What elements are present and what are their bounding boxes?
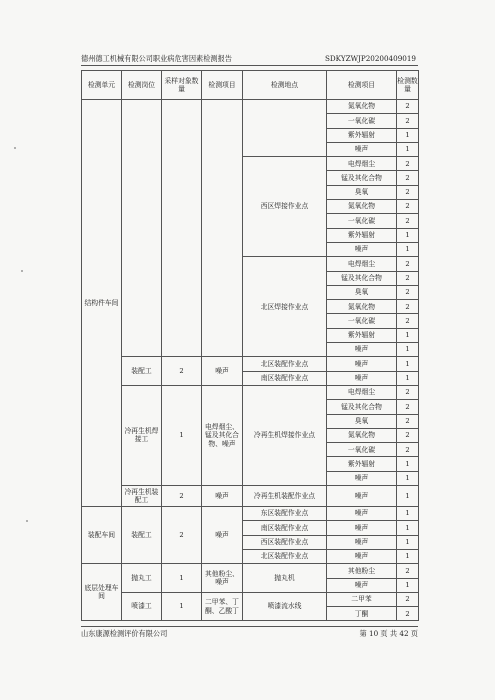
detail-item: 噪声 <box>327 371 397 385</box>
detail-qty: 1 <box>397 357 419 371</box>
detail-qty: 2 <box>397 114 419 128</box>
detail-qty: 2 <box>397 214 419 228</box>
unit-cell: 底层处理车间 <box>82 564 122 621</box>
detail-item: 噪声 <box>327 343 397 357</box>
table-row <box>82 592 419 606</box>
detail-item: 噪声 <box>327 521 397 535</box>
detail-qty: 1 <box>397 128 419 142</box>
detail-qty: 2 <box>397 314 419 328</box>
detail-qty: 1 <box>397 535 419 549</box>
item-cell: 电焊烟尘、锰及其化合物、噪声 <box>202 385 243 485</box>
detail-item: 氮氧化物 <box>327 300 397 314</box>
post-cell-continued <box>122 100 162 357</box>
detail-item: 一氧化碳 <box>327 314 397 328</box>
item-cell: 二甲苯、丁酮、乙酸丁 <box>202 592 243 621</box>
col-header: 检测数量 <box>397 71 419 100</box>
detail-qty: 1 <box>397 521 419 535</box>
detail-qty: 2 <box>397 171 419 185</box>
location-cell: 南区装配作业点 <box>243 521 327 535</box>
detail-qty: 2 <box>397 564 419 578</box>
location-cell: 喷漆流水线 <box>243 592 327 621</box>
detail-item: 一氧化碳 <box>327 214 397 228</box>
page-number: 第 10 页 共 42 页 <box>359 629 418 638</box>
item-cell-continued <box>202 100 243 357</box>
detail-item: 其他粉尘 <box>327 564 397 578</box>
table-row <box>82 564 419 578</box>
detail-item: 噪声 <box>327 507 397 521</box>
location-cell: 北区焊接作业点 <box>243 257 327 357</box>
detail-qty: 2 <box>397 428 419 442</box>
header-report-code: SDKYZWJP20200409019 <box>324 54 416 63</box>
page-header <box>81 54 416 64</box>
location-cell: 南区装配作业点 <box>243 371 327 385</box>
detail-item: 紫外辐射 <box>327 128 397 142</box>
col-header: 采样对象数量 <box>162 71 202 100</box>
detail-qty: 1 <box>397 328 419 342</box>
location-cell: 西区焊接作业点 <box>243 157 327 257</box>
detail-qty: 1 <box>397 471 419 485</box>
detail-qty: 2 <box>397 385 419 399</box>
detail-item: 锰及其化合物 <box>327 400 397 414</box>
detail-qty: 2 <box>397 414 419 428</box>
scan-speck <box>14 147 16 149</box>
col-header: 检测岗位 <box>122 71 162 100</box>
location-cell: 冷再生机装配作业点 <box>243 486 327 507</box>
location-cell: 北区装配作业点 <box>243 549 327 563</box>
detail-item: 紫外辐射 <box>327 328 397 342</box>
detail-item: 紫外辐射 <box>327 457 397 471</box>
detail-qty: 1 <box>397 142 419 156</box>
detail-item: 二甲苯 <box>327 592 397 606</box>
detail-item: 噪声 <box>327 242 397 256</box>
detail-item: 电焊烟尘 <box>327 257 397 271</box>
detail-item: 电焊烟尘 <box>327 385 397 399</box>
count-cell: 1 <box>162 564 202 593</box>
item-cell: 噪声 <box>202 486 243 507</box>
scan-speck <box>21 270 23 272</box>
detail-item: 锰及其化合物 <box>327 171 397 185</box>
detail-qty: 1 <box>397 507 419 521</box>
detail-item: 氮氧化物 <box>327 428 397 442</box>
detail-item: 紫外辐射 <box>327 228 397 242</box>
post-cell: 冷再生机焊接工 <box>122 385 162 485</box>
count-cell: 2 <box>162 486 202 507</box>
detail-item: 噪声 <box>327 486 397 507</box>
detail-qty: 2 <box>397 271 419 285</box>
location-cell: 东区装配作业点 <box>243 507 327 521</box>
col-header: 检测项目 <box>327 71 397 100</box>
location-cell: 北区装配作业点 <box>243 357 327 371</box>
detail-item: 臭氧 <box>327 414 397 428</box>
detail-qty: 2 <box>397 400 419 414</box>
detail-qty: 1 <box>397 228 419 242</box>
location-cell: 抛丸机 <box>243 564 327 593</box>
count-cell: 1 <box>162 385 202 485</box>
footer-company: 山东康源检测评价有限公司 <box>81 629 168 638</box>
table-row <box>82 486 419 507</box>
location-cell-continued <box>243 100 327 157</box>
table-row <box>82 357 419 371</box>
detail-item: 噪声 <box>327 142 397 156</box>
detail-qty: 2 <box>397 300 419 314</box>
detail-item: 锰及其化合物 <box>327 271 397 285</box>
detail-item: 丁酮 <box>327 607 397 621</box>
post-cell: 喷漆工 <box>122 592 162 621</box>
detail-qty: 2 <box>397 443 419 457</box>
post-cell: 装配工 <box>122 357 162 386</box>
table-row <box>82 385 419 399</box>
detail-qty: 1 <box>397 242 419 256</box>
table-row <box>82 100 419 114</box>
col-header: 检测单元 <box>82 71 122 100</box>
detail-item: 噪声 <box>327 535 397 549</box>
header-company-title: 德州德工机械有限公司职业病危害因素检测报告 <box>81 54 232 63</box>
detail-qty: 1 <box>397 457 419 471</box>
detail-item: 噪声 <box>327 578 397 592</box>
location-cell: 冷再生机焊接作业点 <box>243 385 327 485</box>
detail-qty: 2 <box>397 157 419 171</box>
detail-item: 噪声 <box>327 471 397 485</box>
unit-cell: 装配车间 <box>82 507 122 564</box>
detail-qty: 2 <box>397 257 419 271</box>
detail-item: 氮氧化物 <box>327 100 397 114</box>
col-header: 检测地点 <box>243 71 327 100</box>
detail-qty: 1 <box>397 486 419 507</box>
detail-qty: 2 <box>397 592 419 606</box>
item-cell: 噪声 <box>202 357 243 386</box>
count-cell: 2 <box>162 507 202 564</box>
detail-qty: 2 <box>397 185 419 199</box>
detail-item: 一氧化碳 <box>327 114 397 128</box>
scan-speck <box>26 520 28 522</box>
detail-item: 噪声 <box>327 357 397 371</box>
post-cell: 冷再生机装配工 <box>122 486 162 507</box>
detail-qty: 2 <box>397 285 419 299</box>
detail-item: 电焊烟尘 <box>327 157 397 171</box>
table-header-row <box>82 71 419 100</box>
detail-qty: 2 <box>397 607 419 621</box>
detail-qty: 1 <box>397 343 419 357</box>
post-cell: 抛丸工 <box>122 564 162 593</box>
detail-item: 一氧化碳 <box>327 443 397 457</box>
col-header: 检测项目 <box>202 71 243 100</box>
table-row <box>82 507 419 521</box>
item-cell: 其他粉尘、噪声 <box>202 564 243 593</box>
header-rule <box>81 65 418 66</box>
count-cell-continued <box>162 100 202 357</box>
detail-qty: 2 <box>397 200 419 214</box>
count-cell: 1 <box>162 592 202 621</box>
post-cell: 装配工 <box>122 507 162 564</box>
detail-qty: 1 <box>397 578 419 592</box>
detection-table <box>81 70 419 621</box>
detail-item: 臭氧 <box>327 185 397 199</box>
count-cell: 2 <box>162 357 202 386</box>
unit-cell: 结构件车间 <box>82 100 122 507</box>
location-cell: 西区装配作业点 <box>243 535 327 549</box>
detail-qty: 1 <box>397 549 419 563</box>
detail-item: 臭氧 <box>327 285 397 299</box>
detail-qty: 2 <box>397 100 419 114</box>
detail-qty: 1 <box>397 371 419 385</box>
page-footer <box>81 629 418 639</box>
footer-rule <box>81 626 418 627</box>
detail-item: 氮氧化物 <box>327 200 397 214</box>
detail-item: 噪声 <box>327 549 397 563</box>
item-cell: 噪声 <box>202 507 243 564</box>
